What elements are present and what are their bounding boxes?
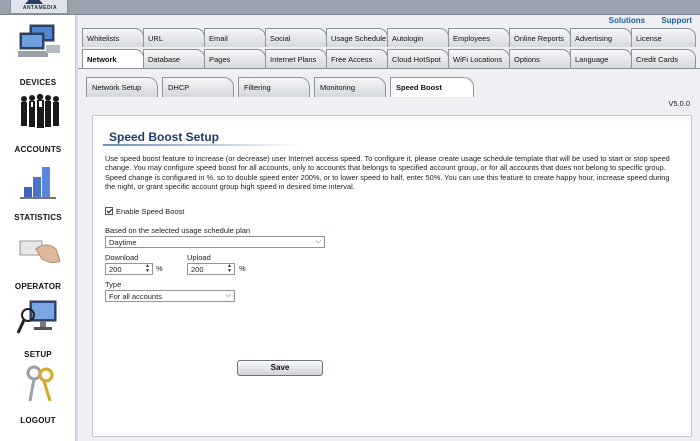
top-bar xyxy=(0,0,700,15)
tab-database[interactable]: Database xyxy=(143,49,205,68)
chevron-down-icon: ⌵ xyxy=(225,292,231,299)
enable-speed-boost-label: Enable Speed Boost xyxy=(116,207,185,216)
tab-row-divider xyxy=(78,68,700,69)
monitor-tools-icon xyxy=(16,297,62,339)
tab-language[interactable]: Language xyxy=(570,49,632,68)
tab-options[interactable]: Options xyxy=(509,49,571,68)
tab-advertising[interactable]: Advertising xyxy=(570,28,632,47)
upload-spinner[interactable] xyxy=(187,263,235,275)
tab-employees[interactable]: Employees xyxy=(448,28,510,47)
version-label: V5.0.0 xyxy=(668,99,690,108)
sidebar-item-accounts[interactable] xyxy=(0,87,76,153)
tab-network[interactable]: Network xyxy=(82,49,144,68)
schedule-select-value: Daytime xyxy=(109,238,137,247)
upload-value: 200 xyxy=(191,265,204,274)
tab-credit-cards[interactable]: Credit Cards xyxy=(631,49,696,68)
sub-tab-monitoring[interactable]: Monitoring xyxy=(314,77,386,97)
solutions-link[interactable]: Solutions xyxy=(608,16,646,25)
download-label: Download xyxy=(105,253,139,262)
sub-tab-filtering[interactable]: Filtering xyxy=(238,77,310,97)
sidebar-item-label: SETUP xyxy=(24,350,52,359)
upload-percent: % xyxy=(239,264,246,273)
sub-tab-dhcp[interactable]: DHCP xyxy=(162,77,234,97)
main-panel xyxy=(78,15,700,441)
keys-icon xyxy=(16,363,62,405)
tab-row-1 xyxy=(82,28,696,47)
type-label: Type xyxy=(105,280,122,289)
logo-mark-icon xyxy=(25,0,43,4)
tab-row-2 xyxy=(82,49,696,68)
logo xyxy=(10,0,68,14)
spinner-arrows-icon[interactable]: ▲ ▼ xyxy=(227,263,232,274)
sidebar-item-setup[interactable] xyxy=(0,293,76,359)
support-link[interactable]: Support xyxy=(661,16,692,25)
tab-free-access[interactable]: Free Access xyxy=(326,49,388,68)
schedule-label: Based on the selected usage schedule plan xyxy=(105,226,251,235)
hand-card-icon xyxy=(16,227,62,269)
sub-tab-speed-boost[interactable]: Speed Boost xyxy=(390,77,474,97)
save-button[interactable]: Save xyxy=(237,360,323,376)
sidebar-item-operator[interactable] xyxy=(0,223,76,289)
enable-speed-boost-checkbox[interactable] xyxy=(105,207,113,215)
type-select-value: For all accounts xyxy=(109,292,162,301)
chevron-down-icon: ⌵ xyxy=(315,238,321,245)
tab-online-reports[interactable]: Online Reports xyxy=(509,28,571,47)
tab-social[interactable]: Social xyxy=(265,28,327,47)
tab-pages[interactable]: Pages xyxy=(204,49,266,68)
tab-wifi-locations[interactable]: WiFi Locations xyxy=(448,49,510,68)
tab-usage-schedule[interactable]: Usage Schedule xyxy=(326,28,388,47)
schedule-select[interactable] xyxy=(105,236,325,248)
enable-speed-boost-row xyxy=(105,207,184,217)
upload-label: Upload xyxy=(187,253,211,262)
computers-icon xyxy=(16,23,62,65)
sidebar-item-label: ACCOUNTS xyxy=(14,145,62,154)
tab-url[interactable]: URL xyxy=(143,28,205,47)
speed-boost-panel xyxy=(92,115,692,437)
top-links xyxy=(595,16,692,25)
tab-whitelists[interactable]: Whitelists xyxy=(82,28,144,47)
spinner-arrows-icon[interactable]: ▲ ▼ xyxy=(145,263,150,274)
sub-tab-network-setup[interactable]: Network Setup xyxy=(86,77,158,97)
page-title: Speed Boost Setup xyxy=(109,130,220,144)
title-underline xyxy=(103,144,303,146)
download-value: 200 xyxy=(109,265,122,274)
sidebar-item-label: STATISTICS xyxy=(14,213,62,222)
bar-chart-icon xyxy=(16,159,62,201)
tab-autologin[interactable]: Autologin xyxy=(387,28,449,47)
sidebar-item-label: DEVICES xyxy=(19,78,57,87)
tab-cloud-hotspot[interactable]: Cloud HotSpot xyxy=(387,49,449,68)
sidebar-item-logout[interactable] xyxy=(0,359,76,425)
tab-internet-plans[interactable]: Internet Plans xyxy=(265,49,327,68)
tab-license[interactable]: License xyxy=(631,28,696,47)
sub-tab-row xyxy=(82,77,482,96)
people-icon xyxy=(16,91,62,133)
description-text: Use speed boost feature to increase (or decrease) user Internet access speed. To configure it, please create usage schedule template that will be used to start or stop speed change. You may configure speed boost for all accounts, only to accounts that belongs to specified account group, or for all accounts that does not belong to specific group. Speed change is configured in %, so to double speed enter 200%, or to lower speed to half, enter 50%. You can use this feature to create happy hour, increase speed during the night, or grant specific account group high speed in desired time interval. xyxy=(105,154,670,191)
sidebar-item-label: OPERATOR xyxy=(14,282,62,291)
download-spinner[interactable] xyxy=(105,263,153,275)
type-select[interactable] xyxy=(105,290,235,302)
sidebar xyxy=(0,15,76,441)
tab-email[interactable]: Email xyxy=(204,28,266,47)
logo-text: ANTAMEDIA xyxy=(22,5,58,11)
download-percent: % xyxy=(156,264,163,273)
sidebar-item-devices[interactable] xyxy=(0,19,76,85)
sidebar-item-label: LOGOUT xyxy=(20,416,56,425)
sidebar-item-statistics[interactable] xyxy=(0,155,76,221)
